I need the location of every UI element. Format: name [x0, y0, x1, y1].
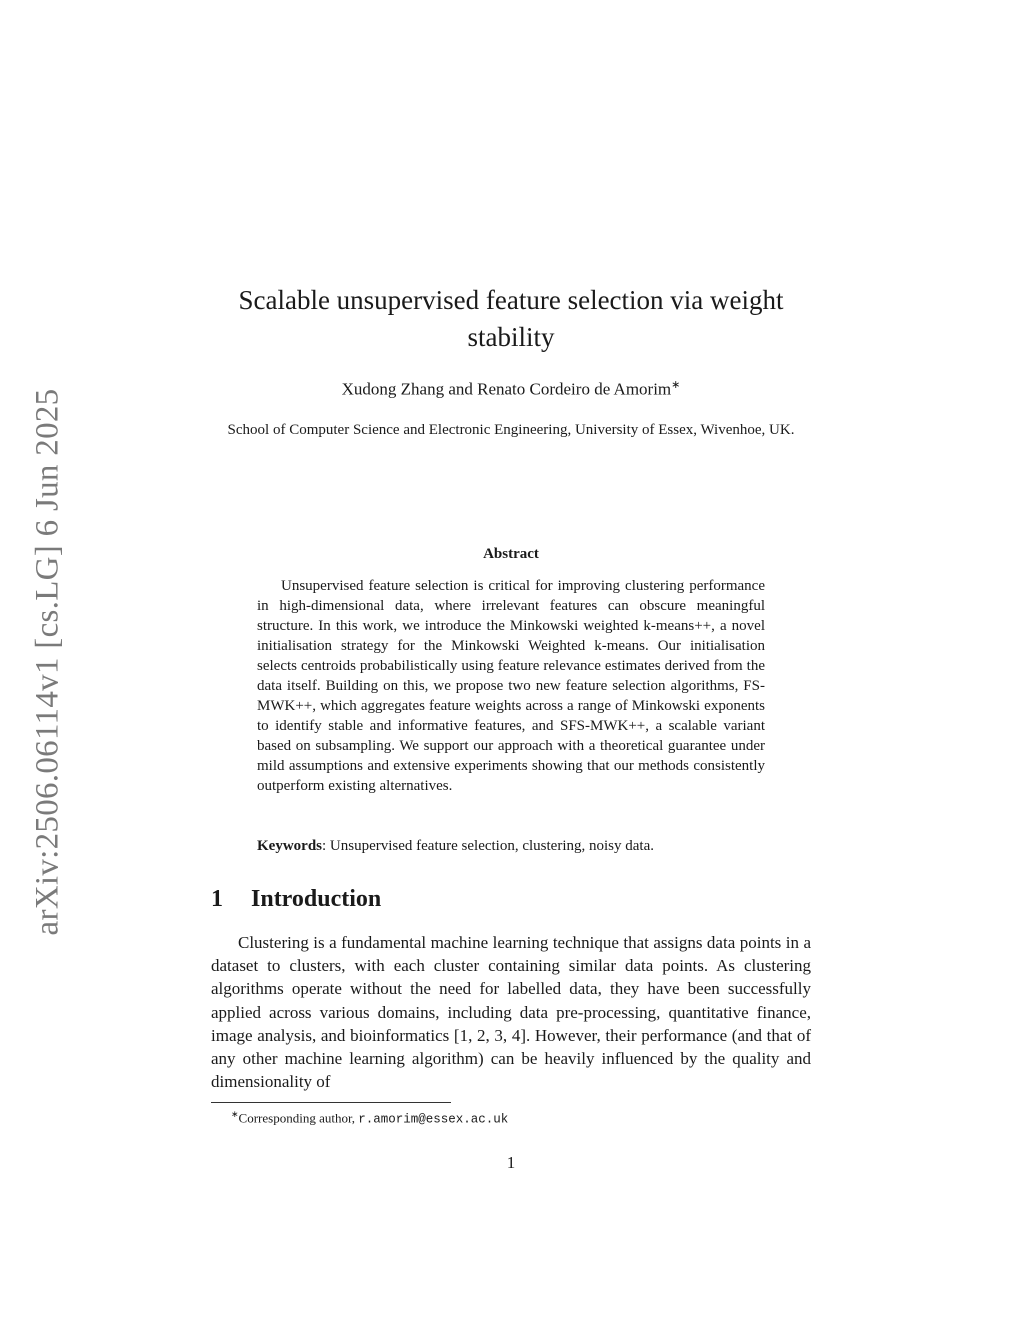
footnote — [231, 1105, 811, 1128]
abstract-body: Unsupervised feature selection is critical for improving clustering performance in high-dimensional data, where irrelevant features can obscure meaningful structure. In this work, we introduce the Minkowski weighted k-means++, a novel initialisation strategy for the Minkowski Weighted k-means. Our initialisation selects centroids probabilistically using feature relevance estimates derived from the data itself. Building on this, we propose two new feature selection algorithms, FS-MWK++, which aggregates feature weights across a range of Minkowski exponents to identify stable and informative features, and SFS-MWK++, a scalable variant based on subsampling. We support our approach with a theoretical guarantee under mild assumptions and extensive experiments showing that our methods consistently outperform existing alternatives. — [257, 578, 765, 794]
keywords-label: Keywords — [257, 838, 322, 854]
author-email[interactable]: r.amorim@essex.ac.uk — [358, 1112, 509, 1127]
abstract-heading: Abstract — [483, 546, 539, 562]
keywords-text: : Unsupervised feature selection, clustering, noisy data. — [322, 838, 654, 854]
section-heading — [211, 886, 381, 913]
introduction-body: Clustering is a fundamental machine learning technique that assigns data points in a dataset to clusters, with each cluster containing similar data points. As clustering algorithms operate without the need for labelled data, they have been successfully applied across various domains, including data pre-processing, quantitative finance, image analysis, and bioinformatics [1, 2, 3, 4]. However, their performance (and that of any other machine learning algorithm) can be heavily influenced by the quality and dimensionality of — [211, 933, 811, 1092]
author-names: Xudong Zhang and Renato Cordeiro de Amorim — [341, 379, 672, 399]
footnote-mark: ∗ — [231, 1109, 239, 1119]
footnote-text: Corresponding author, — [238, 1110, 359, 1126]
section-title: Introduction — [251, 886, 382, 912]
page-number: 1 — [506, 1153, 516, 1172]
affiliation: School of Computer Science and Electronic Engineering, University of Essex, Wivenhoe, UK. — [227, 422, 795, 438]
paper-title: Scalable unsupervised feature selection via weight stability — [238, 285, 784, 352]
keywords — [257, 836, 765, 856]
section-number: 1 — [211, 886, 223, 912]
author-footnote-mark: ∗ — [671, 379, 681, 391]
author-line — [211, 378, 811, 400]
footnote-rule — [211, 1102, 451, 1103]
arxiv-identifier: arXiv:2506.06114v1 [cs.LG] 6 Jun 2025 — [29, 388, 66, 936]
